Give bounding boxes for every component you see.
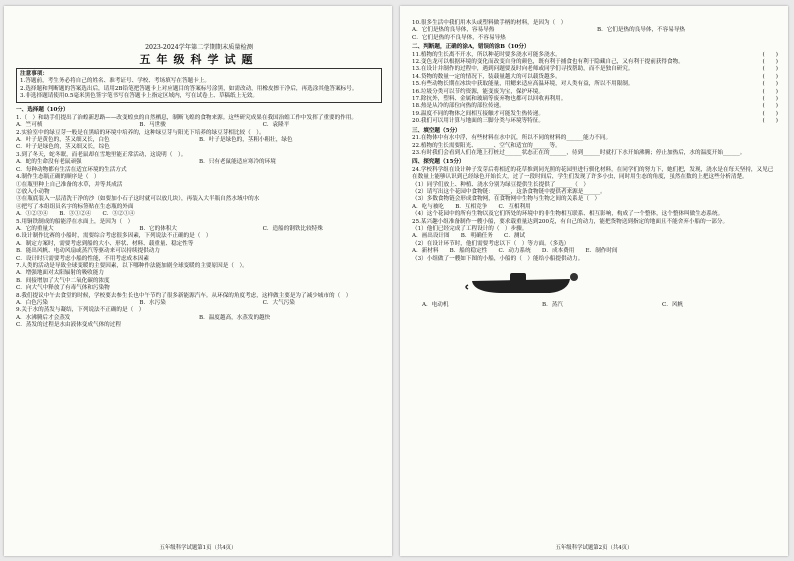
answer-parentheses: ( ): [762, 81, 778, 88]
notice-item: 1.答题前，考生务必将自己的姓名、准考证号、学校、考场填写在答题卡上。: [20, 78, 210, 85]
fill-item: 22.植物的生长需要阳光、______、空气和适宜的______等。: [412, 142, 561, 149]
judgement-item: [412, 66, 778, 73]
q25-item: （3）小组做了一艘如下图的小船，小船的（ ）能给小船提供动力。: [412, 255, 584, 262]
option: A．叶子是黄色的，茎又细又长，白色: [16, 137, 110, 144]
question-stem: 1.（ ）和助手们提出了治蝗新思路——改变蝗虫的自然栖息，制断飞蝗的食物来源。这些研究成果在我国治蝗工作中发挥了重要的作用。: [16, 114, 357, 121]
q25-option: A．电动机: [422, 302, 449, 309]
question-stem: 9.关于水的蒸发与凝结，下列说法不正确的是（ ）: [16, 307, 145, 314]
option: A．①②③④ B．③①②④ C．③②①④: [16, 211, 135, 218]
judgement-list: [412, 52, 778, 126]
notice-item: 2.选择题和判断题的答案选出后，请用2B铅笔把答题卡上对应题目的答案标号涂黑，如需改动，用橡皮擦干净后，再选涂其他答案标号。: [20, 85, 358, 92]
option: C．蒸发的过程是水由液体变成气体的过程: [16, 322, 121, 329]
option: C．它们是热的不良导体，不容易导热: [412, 34, 506, 41]
option: A．蛇的生命没有老鼠顽强: [16, 159, 82, 166]
question-6: [16, 233, 382, 263]
section-fill-title: 三、填空题（5分）: [412, 127, 461, 134]
boat-illustration: [464, 267, 584, 297]
option: B．只有老鼠能适应寒冷的环境: [199, 159, 276, 166]
judgement-text: 16.垃圾分类可以节约资源，能变废为宝，保护环境。: [412, 88, 544, 95]
inquiry-item: （4）这个花园中的所有生物以及它们所处的环境中的非生物相互联系、相互影响，构成了一个整体，这个整体叫做生态系统。: [412, 211, 724, 218]
question-5: [16, 219, 382, 234]
option: B．它们是热的良导体，不容易导热: [597, 27, 686, 34]
q25-item: A．画出设计图 B．明确任务 C．测试: [412, 233, 526, 240]
judgement-text: 12.变色龙可以根据环境的变化而改变自身的颜色，既有利于捕食也有利于隐藏自己，又有利于提前获得食物。: [412, 59, 684, 66]
fill-item: 21.在物体中有水中浮，有些材料在水中沉，所以不同的材料的______能力不同。: [412, 135, 612, 142]
q25-intro: 25.某兴趣小组准备制作一艘小船，要求载重量达到200克，有自己的动力，能把货物送到指定的地面且不能舍弃小船的一部分。: [412, 218, 729, 225]
judgement-text: 14.贷物的数量一定的情况下，装载量越大的可以载货越多。: [412, 73, 561, 80]
section-inquiry-title: 四、探究题（15分）: [412, 159, 465, 166]
inquiry-item: （2）请写出这个花园中食物链：______，这条食物链中提供者来源是______。: [412, 188, 606, 195]
option: C．每种动物都有生活在适宜环境的生活方式: [16, 166, 127, 173]
option: B．叶子是绿色的，茎粗小粗壮，绿色: [199, 137, 293, 144]
question-stem: 10.很多生活中我们用木头或塑料做手柄的材料，是因为（ ）: [412, 20, 567, 26]
option: C．大气污染: [262, 300, 295, 306]
notice-item: 3.非选择题请使用0.5毫米黑色签字笔书写在答题卡上指定区域内，写在试卷上、草稿纸上无效。: [20, 93, 258, 100]
answer-parentheses: ( ): [762, 96, 778, 103]
exam-page-2: [400, 6, 788, 556]
option: A．水沸腾后才会蒸发: [16, 314, 71, 321]
question-stem: 5.用铜铁制成的船能浮在水面上，是因为（ ）: [16, 218, 134, 225]
inquiry-item: A．吃与被吃 B．互相竞争 C．互相利用: [412, 203, 531, 210]
question-1: [16, 115, 382, 130]
q25-item: （1）他们已经完成了工程设计的（ ）步骤。: [412, 225, 528, 232]
answer-parentheses: ( ): [762, 51, 778, 58]
judgement-item: [412, 81, 778, 88]
question-stem: 2.实验室中的绿豆芽一般是在黑暗的环境中培养的，这种绿豆芽与阳光下培养的绿豆芽相比较（ ）。: [16, 129, 265, 136]
option: B．能出风帆、电动风扇或蒸汽等驱动来可以持续提供动力: [16, 248, 160, 255]
exam-title: 五年级科学试题: [139, 53, 259, 67]
option: A．竺可桢: [16, 122, 43, 129]
question-stem: 8.我们提议中午去食堂的时候，学校要去参生长也中午节约了很多新能源汽车。从环保的角度考虑，这样做主要是为了减少城市的（ ）: [16, 292, 352, 299]
question-stem: 7.人类的活动是导致全球变暖的主要因素，以下哪种作法能加剧全球变暖的主要原因是（ ）。: [16, 262, 248, 269]
judgement-item: [412, 118, 778, 125]
fill-item: 23.有时我们会看到人们在地上打桩过______状态正在的______，待到______时就打下水开始沸腾；停止加热后，水的温度开始______。: [412, 149, 746, 156]
q25-item: （2）在设计环节时，他们需要考虑以下（ ）等方面。（多选）: [412, 240, 570, 247]
judgement-text: 19.温度不同的物体之间相互接触才可能发生热传递。: [412, 110, 544, 117]
option: ③在瓶底装入一层清洗干净的沙（如要加小石子这时就可以放几块），再装入大半瓶自然水域中的水: [16, 196, 260, 203]
page-footer: 五年级科学试题第1页（共4页）: [159, 545, 237, 551]
section-choice-title: 一、选择题（10分）: [16, 107, 69, 114]
option: A．增强地面对太阳辐射的吸收能力: [16, 270, 104, 277]
question-stem: 4.制作生态瓶正确的顺序是（ ）: [16, 174, 100, 181]
question-stem: 6.设计制作比赛的小船时，需要综合考虑很多因素，下列说法不正确的是（ ）: [16, 233, 212, 240]
answer-parentheses: ( ): [762, 118, 778, 125]
question-stem: 3.到了冬天，蛇冬眠，而老鼠却在雪地里能正常活动，这说明（ ）。: [16, 151, 187, 158]
option: A．制定方案时，需要考虑到船的大小、形状、材料、载重量、稳定性等: [16, 240, 194, 247]
option: ①在瓶里种上自己准备的水草，并等其成活: [16, 181, 123, 188]
section-judge-title: 二、判断题，正确的涂A，错误的涂B（10分）: [412, 44, 530, 51]
judgement-text: 18.热是从冷的部位向热的部位传递。: [412, 103, 505, 110]
page-footer: 五年级科学试题第2页（共4页）: [555, 545, 633, 551]
judgement-text: 15.有些动物长期在冰块中获取能量，用鳃来适应高温环境，对人类有益，所以不用限制。: [412, 81, 634, 88]
option: C．叶子是绿色的，茎又细又长，综色: [16, 144, 110, 151]
choice-question-list: [16, 115, 382, 330]
question-8: [16, 293, 382, 308]
option: B．间接增加了大气中二氧化碳的浓度: [16, 277, 110, 284]
answer-parentheses: ( ): [762, 73, 778, 80]
answer-parentheses: ( ): [762, 88, 778, 95]
q25-option: C．风帆: [662, 302, 684, 309]
option: ②放入小动物: [16, 188, 50, 195]
answer-parentheses: ( ): [762, 59, 778, 66]
option: C．造船的钢铁比较特殊: [262, 225, 323, 232]
option: A．白色污染: [16, 300, 49, 306]
option: B．马世骏: [139, 122, 166, 129]
inquiry-intro: 24.学校科学组在设计种子发芽后将相近的花草推到同光照的花园里进行驯化材料，在同学们的努力下，她们把，发现，浇水是在每天坚持，又见已在数量上能够认识到已经绿色开始长大，过了一段时间后，学生们发现了许多小虫，同时用生态的角度，虽然在数的上把这些分析清楚。: [412, 166, 774, 181]
option: ④把写了本组组员名字的标签贴在生态瓶的外面: [16, 203, 134, 210]
question-9: [16, 307, 382, 329]
question-7: [16, 263, 382, 293]
question-10: [412, 20, 778, 42]
notice-box: [16, 68, 382, 104]
judgement-item: [412, 89, 778, 96]
judgement-item: [412, 52, 778, 59]
answer-parentheses: ( ): [762, 110, 778, 117]
option: A．它的重量大: [16, 225, 54, 232]
answer-parentheses: ( ): [762, 103, 778, 110]
notice-title: 注意事项：: [20, 70, 48, 77]
question-3: [16, 152, 382, 174]
option: B．它的体积大: [139, 225, 178, 232]
answer-parentheses: ( ): [762, 66, 778, 73]
option: B．温度越高，水蒸发的越快: [199, 314, 271, 321]
judgement-text: 11.植物的生长离不开水，所以种花时要多浇水可能多浇水。: [412, 51, 561, 58]
option: C．袁隆平: [262, 122, 290, 129]
option: C．向大气中释放了有毒气体和污染物: [16, 285, 110, 292]
judgement-text: 13.在设计并制作的过程中，遇到问题要及时向老师或同学们寻找帮助，而不是独自研究。: [412, 66, 634, 73]
question-2: [16, 130, 382, 152]
q25-item: A．新材料 B．船的稳定性 C．动力系统 D．成本费用 E．制作时间: [412, 248, 618, 255]
judgement-item: [412, 103, 778, 110]
exam-page-1: [4, 6, 392, 556]
inquiry-item: （1）同学们放上、种植、浇水分别为绿豆提供生长提供了______（ ）: [412, 181, 589, 188]
judgement-text: 17.除抗外，塑料、金属和玻璃等废弃物也都可以回收再利用。: [412, 96, 567, 103]
inquiry-item: （3）多数食物链会形成食物网，在食物网中生物与生物之间的关系是（ ）: [412, 196, 601, 203]
option: B．水污染: [139, 300, 166, 306]
exam-header: 2023-2024学年第二学期期末质量检测: [145, 44, 253, 51]
question-4: [16, 174, 382, 218]
q25-option: B．蒸汽: [542, 302, 563, 309]
option: C．设计时只需要考虑小船的性能，不用考虑成本因素: [16, 255, 149, 262]
judgement-text: 20.我们可以用计算与地面的三脚分类与环境等特征。: [412, 118, 544, 125]
option: A．它们是热的良导体，容易导热: [412, 27, 495, 34]
